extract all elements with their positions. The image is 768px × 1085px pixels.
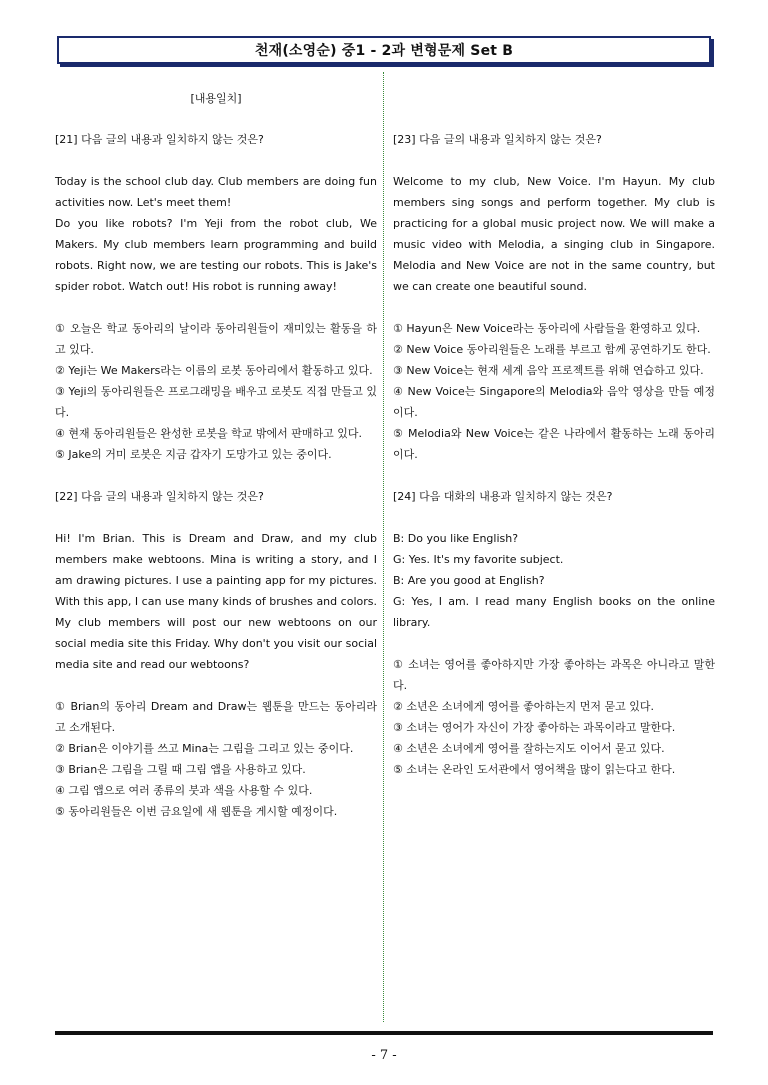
answer-option[interactable]: ④ 현재 동아리원들은 완성한 로봇을 학교 밖에서 판매하고 있다. <box>55 427 362 440</box>
page-number: - 7 - <box>371 1048 397 1063</box>
dialogue-line: G: Yes. It's my favorite subject. <box>393 553 564 566</box>
right-column <box>393 88 715 801</box>
question-23 <box>393 129 715 465</box>
answer-options <box>55 318 377 465</box>
question-passage <box>393 171 715 297</box>
answer-option[interactable]: ② Brian은 이야기를 쓰고 Mina는 그림을 그리고 있는 중이다. <box>55 742 354 755</box>
question-prompt: [21] 다음 글의 내용과 일치하지 않는 것은? <box>55 133 264 146</box>
answer-option[interactable]: ③ Yeji의 동아리원들은 프로그래밍을 배우고 로봇도 직접 만들고 있다. <box>55 385 377 419</box>
dialogue-line: B: Are you good at English? <box>393 574 545 587</box>
question-passage <box>55 171 377 297</box>
passage-paragraph: Hi! I'm Brian. This is Dream and Draw, and my club members make webtoons. Mina is writing a story, and I am drawing pictures. I use a painting app for my pictures. With this app, I can use many kinds of brushes and colors. My club members will post our new webtoons on our social media site this Friday. Why don't you visit our social media site and read our webtoons? <box>55 532 377 671</box>
answer-option[interactable]: ④ New Voice는 Singapore의 Melodia와 음악 영상을 만들 예정이다. <box>393 385 715 419</box>
answer-option[interactable]: ① Hayun은 New Voice라는 동아리에 사람들을 환영하고 있다. <box>393 322 701 335</box>
passage-paragraph: Welcome to my club, New Voice. I'm Hayun. My club members sing songs and perform together. My club is practicing for a global music project now. We will make a music video with Melodia, a singing club in Singapore. Melodia and New Voice are not in the same country, but we can create one beautiful sound. <box>393 175 715 293</box>
page-header <box>57 36 711 64</box>
passage-paragraph: Do you like robots? I'm Yeji from the robot club, We Makers. My club members learn programming and build robots. Right now, we are testing our robots. This is Jake's spider robot. Watch out! His robot is running away! <box>55 217 377 293</box>
header-title: 천재(소영순) 중1 - 2과 변형문제 Set B <box>254 43 514 59</box>
left-column <box>55 88 377 843</box>
answer-option[interactable]: ② Yeji는 We Makers라는 이름의 로봇 동아리에서 활동하고 있다. <box>55 364 373 377</box>
answer-option[interactable]: ⑤ Jake의 거미 로봇은 지금 갑자기 도망가고 있는 중이다. <box>55 448 332 461</box>
question-dialogue <box>393 528 715 633</box>
answer-option[interactable]: ④ 소년은 소녀에게 영어를 잘하는지도 이어서 묻고 있다. <box>393 742 665 755</box>
passage-paragraph: Today is the school club day. Club members are doing fun activities now. Let's meet them! <box>55 175 377 209</box>
answer-option[interactable]: ⑤ 동아리원들은 이번 금요일에 새 웹툰을 게시할 예정이다. <box>55 805 338 818</box>
answer-options <box>393 654 715 780</box>
column-divider <box>383 72 384 1022</box>
question-prompt: [23] 다음 글의 내용과 일치하지 않는 것은? <box>393 133 602 146</box>
answer-option[interactable]: ① 소녀는 영어를 좋아하지만 가장 좋아하는 과목은 아니라고 말한다. <box>393 658 715 692</box>
answer-option[interactable]: ② New Voice 동아리원들은 노래를 부르고 함께 공연하기도 한다. <box>393 343 711 356</box>
dialogue-line: B: Do you like English? <box>393 532 519 545</box>
question-21 <box>55 129 377 465</box>
question-22 <box>55 486 377 822</box>
answer-option[interactable]: ① Brian의 동아리 Dream and Draw는 웹툰을 만드는 동아리라고 소개된다. <box>55 700 377 734</box>
footer-rule <box>55 1031 713 1035</box>
question-prompt: [24] 다음 대화의 내용과 일치하지 않는 것은? <box>393 490 613 503</box>
dialogue-line: G: Yes, I am. I read many English books on the online library. <box>393 595 715 629</box>
answer-options <box>393 318 715 465</box>
answer-option[interactable]: ② 소년은 소녀에게 영어를 좋아하는지 먼저 묻고 있다. <box>393 700 654 713</box>
section-label: [내용일치] <box>190 92 242 105</box>
answer-option[interactable]: ④ 그림 앱으로 여러 종류의 붓과 색을 사용할 수 있다. <box>55 784 313 797</box>
spacer <box>393 88 715 129</box>
answer-option[interactable]: ⑤ 소녀는 온라인 도서관에서 영어책을 많이 읽는다고 한다. <box>393 763 676 776</box>
answer-options <box>55 696 377 822</box>
answer-option[interactable]: ① 오늘은 학교 동아리의 날이라 동아리원들이 재미있는 활동을 하고 있다. <box>55 322 377 356</box>
answer-option[interactable]: ③ Brian은 그림을 그릴 때 그림 앱을 사용하고 있다. <box>55 763 306 776</box>
question-prompt: [22] 다음 글의 내용과 일치하지 않는 것은? <box>55 490 264 503</box>
answer-option[interactable]: ③ 소녀는 영어가 자신이 가장 좋아하는 과목이라고 말한다. <box>393 721 676 734</box>
question-24 <box>393 486 715 780</box>
question-passage <box>55 528 377 675</box>
answer-option[interactable]: ⑤ Melodia와 New Voice는 같은 나라에서 활동하는 노래 동아리이다. <box>393 427 715 461</box>
answer-option[interactable]: ③ New Voice는 현재 세계 음악 프로젝트를 위해 연습하고 있다. <box>393 364 704 377</box>
